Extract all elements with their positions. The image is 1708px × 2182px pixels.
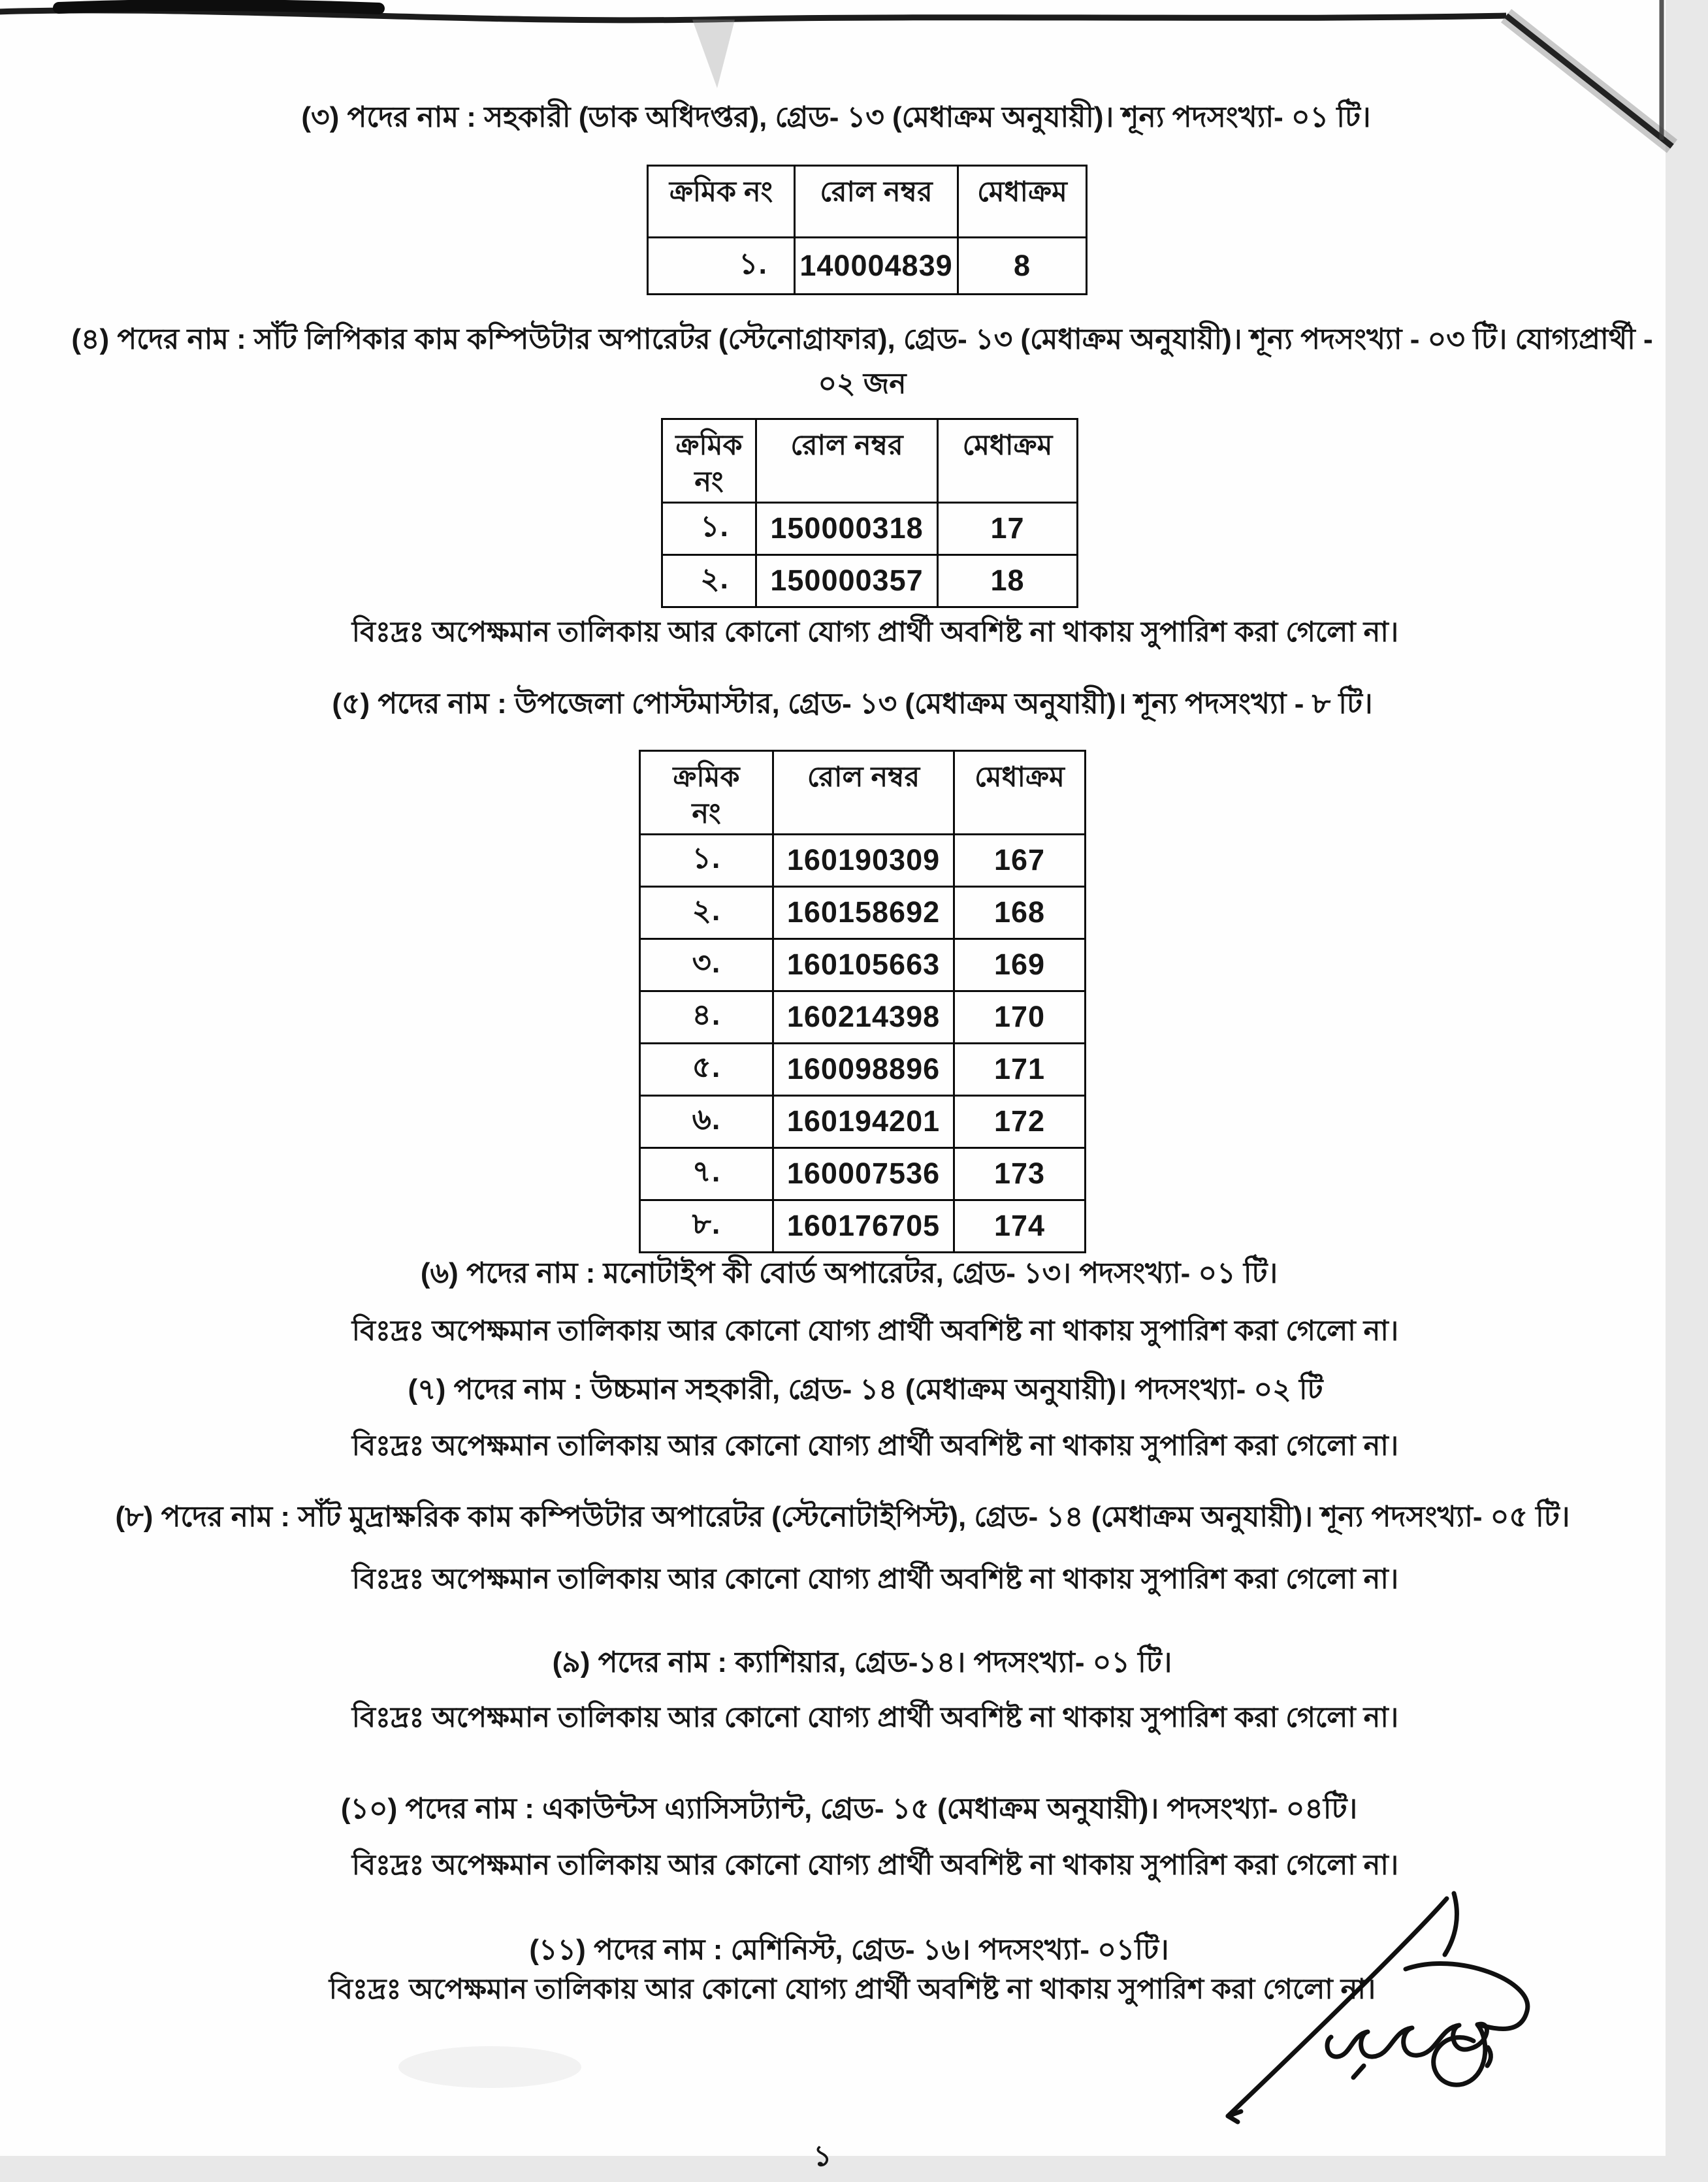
column-header-merit: মেধাক্রম — [954, 751, 1086, 835]
cell-serial: ২. — [640, 886, 773, 939]
table-header-row — [662, 419, 1078, 503]
pencil-smudge — [392, 2031, 601, 2103]
note-line: বিঃদ্রঃ অপেক্ষমান তালিকায় আর কোনো যোগ্য প্রার্থী অবশিষ্ট না থাকায় সুপারিশ করা গেলো না। — [351, 617, 1399, 648]
signature-scrawl — [1195, 1891, 1574, 2149]
note-line: বিঃদ্রঃ অপেক্ষমান তালিকায় আর কোনো যোগ্য প্রার্থী অবশিষ্ট না থাকায় সুপারিশ করা গেলো না। — [329, 1974, 1376, 2005]
section-4-heading: (৪) পদের নাম : সাঁট লিপিকার কাম কম্পিউটার অপারেটর (স্টেনোগ্রাফার), গ্রেড- ১৩ (মেধাক্রম অনুযায়ী)। শূন্য পদসংখ্যা - ০৩ টি। যোগ্যপ্রার্থী - — [71, 323, 1653, 355]
cell-roll: 160176705 — [773, 1200, 954, 1252]
table-row — [662, 502, 1078, 554]
cell-roll: 160194201 — [773, 1095, 954, 1147]
cell-serial: ৩. — [640, 939, 773, 991]
table-row — [640, 939, 1086, 991]
table-row — [640, 1095, 1086, 1147]
table-row — [640, 886, 1086, 939]
section-9-heading: (৯) পদের নাম : ক্যাশিয়ার, গ্রেড-১৪। পদসংখ্যা- ০১ টি। — [552, 1646, 1172, 1678]
cell-merit: 169 — [954, 939, 1086, 991]
section-11-heading: (১১) পদের নাম : মেশিনিস্ট, গ্রেড- ১৬। পদসংখ্যা- ০১টি। — [529, 1934, 1169, 1966]
table-row — [640, 1200, 1086, 1252]
note-line: বিঃদ্রঃ অপেক্ষমান তালিকায় আর কোনো যোগ্য প্রার্থী অবশিষ্ট না থাকায় সুপারিশ করা গেলো না। — [351, 1702, 1399, 1733]
table-row — [648, 238, 1087, 295]
column-header-merit: মেধাক্রম — [958, 166, 1087, 238]
cell-roll: 160007536 — [773, 1147, 954, 1200]
cell-roll: 140004839 — [795, 238, 958, 295]
cell-serial: ২. — [662, 554, 756, 607]
cell-merit: 168 — [954, 886, 1086, 939]
table-row — [640, 834, 1086, 886]
cell-serial: ৬. — [640, 1095, 773, 1147]
section-4-heading-line2: ০২ জন — [818, 368, 907, 400]
cell-roll: 160105663 — [773, 939, 954, 991]
table-row — [662, 554, 1078, 607]
cell-roll: 160098896 — [773, 1043, 954, 1095]
cell-merit: 170 — [954, 991, 1086, 1043]
cell-merit: 173 — [954, 1147, 1086, 1200]
cell-roll: 150000318 — [756, 502, 938, 554]
column-header-merit: মেধাক্রম — [938, 419, 1078, 503]
cell-serial: ৪. — [640, 991, 773, 1043]
merit-table-section-3 — [647, 165, 1088, 295]
table-header-row — [648, 166, 1087, 238]
table-row — [640, 1043, 1086, 1095]
section-10-heading: (১০) পদের নাম : একাউন্টস এ্যাসিসট্যান্ট, গ্রেড- ১৫ (মেধাক্রম অনুযায়ী)। পদসংখ্যা- ০৪টি। — [340, 1793, 1358, 1825]
cell-serial: ১. — [648, 238, 795, 295]
cell-merit: 172 — [954, 1095, 1086, 1147]
cell-merit: 167 — [954, 834, 1086, 886]
column-header-roll: রোল নম্বর — [756, 419, 938, 503]
cell-serial: ১. — [640, 834, 773, 886]
note-line: বিঃদ্রঃ অপেক্ষমান তালিকায় আর কোনো যোগ্য প্রার্থী অবশিষ্ট না থাকায় সুপারিশ করা গেলো না। — [351, 1430, 1399, 1462]
cell-merit: 17 — [938, 502, 1078, 554]
section-3-heading: (৩) পদের নাম : সহকারী (ডাক অধিদপ্তর), গ্রেড- ১৩ (মেধাক্রম অনুযায়ী)। শূন্য পদসংখ্যা- ০১ টি। — [301, 101, 1371, 133]
table-header-row — [640, 751, 1086, 835]
section-5-heading: (৫) পদের নাম : উপজেলা পোস্টমাস্টার, গ্রেড- ১৩ (মেধাক্রম অনুযায়ী)। শূন্য পদসংখ্যা - ৮ টি। — [332, 688, 1373, 720]
cell-merit: 174 — [954, 1200, 1086, 1252]
column-header-serial: ক্রমিক নং — [648, 166, 795, 238]
merit-table-section-4 — [661, 418, 1078, 608]
cell-roll: 160214398 — [773, 991, 954, 1043]
table-row — [640, 1147, 1086, 1200]
column-header-roll: রোল নম্বর — [795, 166, 958, 238]
column-header-serial: ক্রমিক নং — [640, 751, 773, 835]
cell-serial: ১. — [662, 502, 756, 554]
section-7-heading: (৭) পদের নাম : উচ্চমান সহকারী, গ্রেড- ১৪ (মেধাক্রম অনুযায়ী)। পদসংখ্যা- ০২ টি — [408, 1373, 1323, 1405]
table-row — [640, 991, 1086, 1043]
cell-merit: 18 — [938, 554, 1078, 607]
note-line: বিঃদ্রঃ অপেক্ষমান তালিকায় আর কোনো যোগ্য প্রার্থী অবশিষ্ট না থাকায় সুপারিশ করা গেলো না। — [351, 1850, 1399, 1881]
cell-serial: ৭. — [640, 1147, 773, 1200]
column-header-roll: রোল নম্বর — [773, 751, 954, 835]
cell-serial: ৫. — [640, 1043, 773, 1095]
column-header-serial: ক্রমিক নং — [662, 419, 756, 503]
note-line: বিঃদ্রঃ অপেক্ষমান তালিকায় আর কোনো যোগ্য প্রার্থী অবশিষ্ট না থাকায় সুপারিশ করা গেলো না। — [351, 1315, 1399, 1347]
section-8-heading: (৮) পদের নাম : সাঁট মুদ্রাক্ষরিক কাম কম্পিউটার অপারেটর (স্টেনোটাইপিস্ট), গ্রেড- ১৪ (মেধাক্রম অনুযায়ী)। শূন্য পদসংখ্যা- ০৫ টি। — [115, 1501, 1570, 1533]
cell-merit: 8 — [958, 238, 1087, 295]
page-number: ১ — [813, 2140, 832, 2172]
cell-roll: 160158692 — [773, 886, 954, 939]
cell-serial: ৮. — [640, 1200, 773, 1252]
merit-table-section-5 — [639, 750, 1086, 1253]
scan-edge-artifact — [0, 0, 1666, 183]
section-6-heading: (৬) পদের নাম : মনোটাইপ কী বোর্ড অপারেটর, গ্রেড- ১৩। পদসংখ্যা- ০১ টি। — [420, 1257, 1278, 1289]
cell-roll: 150000357 — [756, 554, 938, 607]
cell-merit: 171 — [954, 1043, 1086, 1095]
note-line: বিঃদ্রঃ অপেক্ষমান তালিকায় আর কোনো যোগ্য প্রার্থী অবশিষ্ট না থাকায় সুপারিশ করা গেলো না। — [351, 1564, 1399, 1595]
cell-roll: 160190309 — [773, 834, 954, 886]
